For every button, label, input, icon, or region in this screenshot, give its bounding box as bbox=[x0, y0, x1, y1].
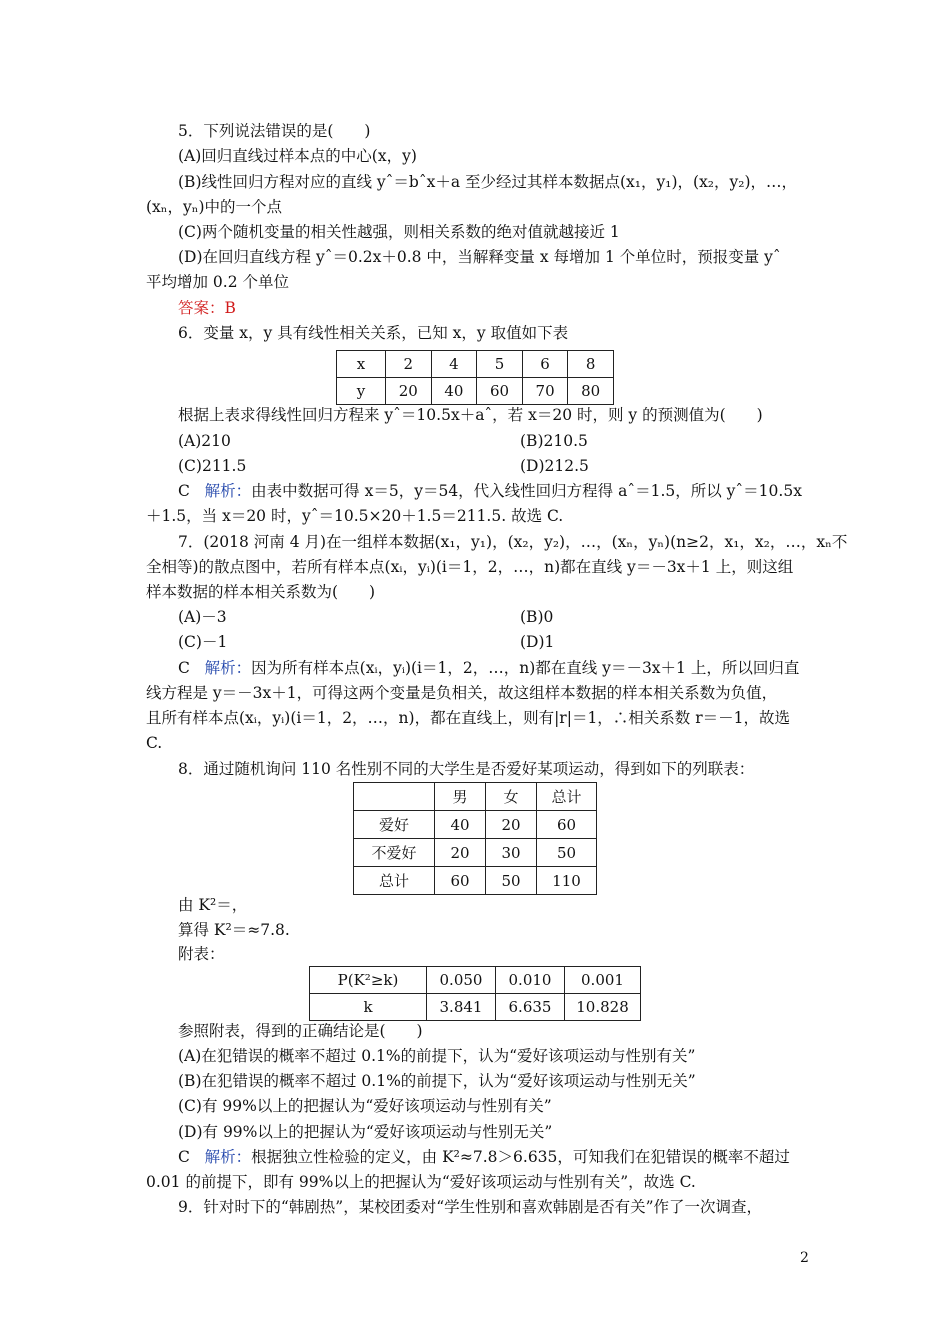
table-cell bbox=[354, 783, 435, 811]
table-cell: 40 bbox=[435, 811, 486, 839]
q6-question: 根据上表求得线性回归方程来 yˆ＝10.5x＋aˆ，若 x＝20 时，则 y 的预测值为( ) bbox=[178, 406, 763, 424]
table-cell: 6.635 bbox=[496, 994, 565, 1021]
table-cell: 0.001 bbox=[565, 967, 641, 994]
solution-text: 根据独立性检验的定义，由 K²≈7.8＞6.635，可知我们在犯错误的概率不超过 bbox=[251, 1148, 790, 1166]
table-cell: k bbox=[310, 994, 427, 1021]
table-cell: 爱好 bbox=[354, 811, 435, 839]
table-cell: 20 bbox=[435, 839, 486, 867]
q6-option-d: (D)212.5 bbox=[520, 457, 589, 475]
table-cell: 50 bbox=[486, 867, 537, 895]
table-cell: 60 bbox=[435, 867, 486, 895]
solution-label: 解析： bbox=[204, 1148, 252, 1166]
table-row bbox=[354, 839, 597, 867]
q7-option-b: (B)0 bbox=[520, 608, 554, 626]
table-cell: 男 bbox=[435, 783, 486, 811]
q8-option-c: (C)有 99%以上的把握认为“爱好该项运动与性别有关” bbox=[178, 1097, 552, 1115]
q6-solution-line2: ＋1.5，当 x＝20 时，yˆ＝10.5×20＋1.5＝211.5. 故选 C. bbox=[146, 507, 564, 525]
table-row bbox=[310, 967, 641, 994]
q8-solution-line2: 0.01 的前提下，即有 99%以上的把握认为“爱好该项运动与性别有关”，故选 C. bbox=[146, 1173, 696, 1191]
page-number: 2 bbox=[800, 1250, 809, 1266]
q5-option-a: (A)回归直线过样本点的中心(x，y) bbox=[178, 147, 417, 165]
q7-option-d: (D)1 bbox=[520, 633, 555, 651]
table-row bbox=[337, 378, 614, 405]
q5-option-d-line1: (D)在回归直线方程 yˆ＝0.2x＋0.8 中，当解释变量 x 每增加 1 个单位时，预报变量 yˆ bbox=[178, 248, 781, 266]
solution-text: 由表中数据可得 x＝5，y＝54，代入线性回归方程得 aˆ＝1.5，所以 yˆ＝10.5x bbox=[251, 482, 802, 500]
table-cell: 60 bbox=[477, 378, 523, 405]
q8-solution-line1 bbox=[178, 1147, 790, 1167]
q8-computed-line: 算得 K²＝≈7.8. bbox=[178, 921, 290, 939]
table-cell: 40 bbox=[431, 378, 477, 405]
table-cell: 80 bbox=[568, 378, 614, 405]
q7-stem-line1: 7．(2018 河南 4 月)在一组样本数据(x₁，y₁)，(x₂，y₂)，…，(xₙ，yₙ)(n≥2，x₁，x₂，…，xₙ不 bbox=[178, 533, 848, 551]
table-cell: 20 bbox=[386, 378, 432, 405]
table-cell: 60 bbox=[537, 811, 597, 839]
q9-stem: 9．针对时下的“韩剧热”，某校团委对“学生性别和喜欢韩剧是否有关”作了一次调查， bbox=[178, 1198, 763, 1216]
table-row bbox=[354, 867, 597, 895]
q5-option-d-line2: 平均增加 0.2 个单位 bbox=[146, 273, 290, 291]
table-cell: 70 bbox=[522, 378, 568, 405]
solution-answer-letter: C bbox=[178, 482, 190, 500]
q6-option-b: (B)210.5 bbox=[520, 432, 588, 450]
q8-question: 参照附表，得到的正确结论是( ) bbox=[178, 1022, 423, 1040]
q5-option-b-line1: (B)线性回归方程对应的直线 yˆ＝bˆx＋a 至少经过其样本数据点(x₁，y₁)，(x₂，y₂)，…， bbox=[178, 173, 798, 191]
solution-answer-letter: C bbox=[178, 659, 190, 677]
q8-contingency-table bbox=[353, 782, 597, 895]
q7-option-a: (A)－3 bbox=[178, 608, 227, 626]
q5-option-b-line2: (xₙ，yₙ)中的一个点 bbox=[146, 198, 283, 216]
solution-text: 因为所有样本点(xᵢ，yᵢ)(i＝1，2，…，n)都在直线 y＝－3x＋1 上，所以回归直 bbox=[251, 659, 800, 677]
table-cell: 不爱好 bbox=[354, 839, 435, 867]
q8-option-d: (D)有 99%以上的把握认为“爱好该项运动与性别无关” bbox=[178, 1123, 553, 1141]
q7-solution-line1 bbox=[178, 658, 799, 678]
q7-stem-line3: 样本数据的样本相关系数为( ) bbox=[146, 583, 376, 601]
table-cell: 20 bbox=[486, 811, 537, 839]
table-cell: 女 bbox=[486, 783, 537, 811]
table-row bbox=[354, 783, 597, 811]
q6-option-a: (A)210 bbox=[178, 432, 231, 450]
q5-option-c: (C)两个随机变量的相关性越强，则相关系数的绝对值就越接近 1 bbox=[178, 223, 620, 241]
q6-stem: 6．变量 x，y 具有线性相关关系，已知 x，y 取值如下表 bbox=[178, 324, 569, 342]
q7-solution-line2: 线方程是 y＝－3x＋1，可得这两个变量是负相关，故这组样本数据的样本相关系数为负值， bbox=[146, 684, 778, 702]
table-row bbox=[337, 351, 614, 378]
table-cell: 50 bbox=[537, 839, 597, 867]
solution-answer-letter: C bbox=[178, 1148, 190, 1166]
table-cell: y bbox=[337, 378, 386, 405]
q8-formula-line: 由 K²＝， bbox=[178, 896, 248, 914]
table-cell: x bbox=[337, 351, 386, 378]
q7-solution-line3: 且所有样本点(xᵢ，yᵢ)(i＝1，2，…，n)，都在直线上，则有|r|＝1，∴相关系数 r＝－1，故选 bbox=[146, 709, 791, 727]
table-cell: 6 bbox=[522, 351, 568, 378]
table-cell: 总计 bbox=[537, 783, 597, 811]
q8-stem: 8．通过随机询问 110 名性别不同的大学生是否爱好某项运动，得到如下的列联表： bbox=[178, 760, 755, 778]
q8-critical-value-table bbox=[309, 966, 641, 1021]
q7-solution-line4: C. bbox=[146, 734, 163, 752]
table-cell: 8 bbox=[568, 351, 614, 378]
table-row bbox=[310, 994, 641, 1021]
q5-stem: 5．下列说法错误的是( ) bbox=[178, 122, 371, 140]
table-cell: 0.010 bbox=[496, 967, 565, 994]
table-cell: 4 bbox=[431, 351, 477, 378]
q8-option-a: (A)在犯错误的概率不超过 0.1%的前提下，认为“爱好该项运动与性别有关” bbox=[178, 1047, 696, 1065]
q8-option-b: (B)在犯错误的概率不超过 0.1%的前提下，认为“爱好该项运动与性别无关” bbox=[178, 1072, 696, 1090]
table-cell: 10.828 bbox=[565, 994, 641, 1021]
q6-solution-line1 bbox=[178, 481, 802, 501]
q6-option-c: (C)211.5 bbox=[178, 457, 247, 475]
solution-label: 解析： bbox=[204, 659, 252, 677]
table-cell: P(K²≥k) bbox=[310, 967, 427, 994]
table-cell: 0.050 bbox=[427, 967, 496, 994]
q7-stem-line2: 全相等)的散点图中，若所有样本点(xᵢ，yᵢ)(i＝1，2，…，n)都在直线 y＝－3x＋1 上，则这组 bbox=[146, 558, 794, 576]
table-cell: 30 bbox=[486, 839, 537, 867]
table-cell: 110 bbox=[537, 867, 597, 895]
solution-label: 解析： bbox=[204, 482, 252, 500]
q6-data-table bbox=[336, 350, 614, 405]
table-cell: 3.841 bbox=[427, 994, 496, 1021]
table-cell: 5 bbox=[477, 351, 523, 378]
table-cell: 总计 bbox=[354, 867, 435, 895]
table-cell: 2 bbox=[386, 351, 432, 378]
q7-option-c: (C)－1 bbox=[178, 633, 228, 651]
q5-answer: 答案：B bbox=[178, 299, 236, 317]
q8-appendix-label: 附表： bbox=[178, 945, 225, 963]
table-row bbox=[354, 811, 597, 839]
